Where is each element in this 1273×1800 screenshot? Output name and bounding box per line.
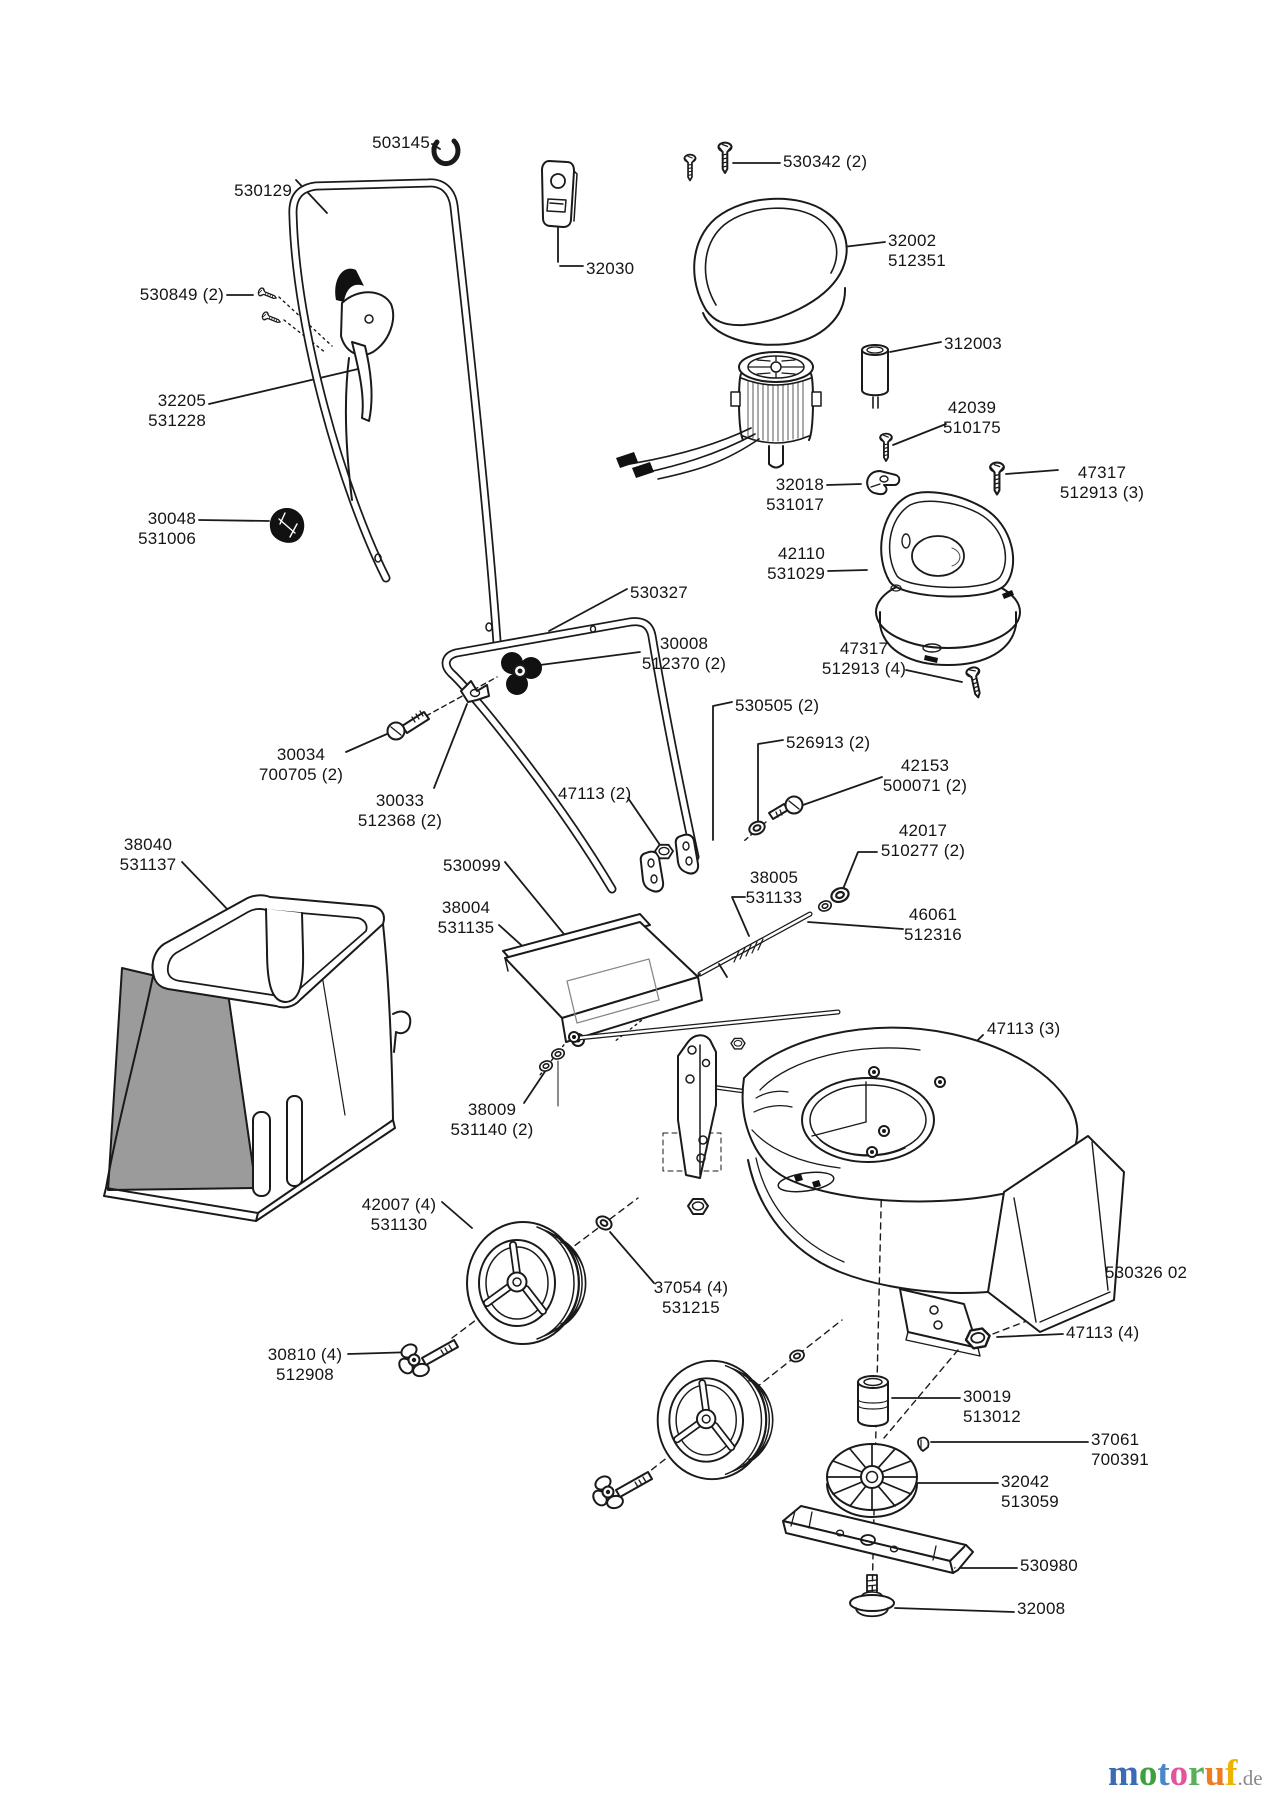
height-rod-38005 [688, 914, 810, 984]
part-label: 32008 [1017, 1599, 1066, 1618]
part-label: 47317 512913 (4) [821, 639, 907, 679]
part-label: 530342 (2) [783, 152, 868, 171]
part-label: 30008 512370 (2) [641, 634, 727, 674]
part-label: 32042 513059 [1001, 1472, 1059, 1512]
part-label: 503145 [372, 133, 430, 152]
capacitor-312003 [862, 345, 888, 408]
part-label: 530505 (2) [735, 696, 820, 715]
part-label: 42110 531029 [767, 544, 825, 584]
axle-bolt-30810-rear [590, 1472, 652, 1510]
axle-bolt-30810-front [396, 1340, 458, 1378]
part-label: 530849 (2) [139, 285, 224, 304]
part-label: 47113 (4) [1066, 1323, 1140, 1342]
part-label: 530326 02 [1105, 1263, 1188, 1282]
part-label: 530980 [1020, 1556, 1078, 1575]
logo-letter: r [1188, 1753, 1205, 1794]
part-label: 47113 (3) [987, 1019, 1061, 1038]
motor-32003F [616, 352, 821, 479]
part-label: 37054 (4) 531215 [653, 1278, 729, 1318]
cable-clamp-30048 [270, 508, 304, 543]
part-label: 530129 [234, 181, 292, 200]
wheel-rear-42007 [658, 1361, 773, 1479]
motoruf-logo[interactable] [1108, 1752, 1263, 1795]
mower-deck-530326 [678, 1028, 1124, 1356]
fan-32042 [827, 1444, 917, 1517]
grass-bag-38040 [104, 895, 410, 1221]
part-label: 312003 [944, 334, 1002, 353]
screws-530849 [257, 287, 281, 326]
logo-letter: o [1169, 1753, 1189, 1794]
washer-526913 [747, 819, 767, 837]
key-37061 [918, 1438, 928, 1451]
nut-47113-2 [655, 845, 673, 859]
part-label: 30019 513012 [963, 1387, 1021, 1427]
handle-mount-brackets [641, 835, 698, 892]
part-label: 526913 (2) [786, 733, 871, 752]
part-label: 32018 531017 [766, 475, 824, 515]
part-label: 38040 531137 [119, 835, 177, 875]
handle-tab-32030 [542, 161, 577, 227]
part-label: 30810 (4) 512908 [267, 1345, 343, 1385]
logo-letter: u [1204, 1753, 1226, 1794]
washer-42017 [829, 886, 850, 904]
part-label: 530327 [630, 583, 688, 602]
logo-letter: t [1157, 1753, 1170, 1794]
washer-46061 [817, 899, 832, 912]
logo-letter: m [1108, 1753, 1139, 1794]
bolt-42153 [769, 797, 803, 820]
part-label: 32030 [586, 259, 635, 278]
logo-letter: f [1225, 1753, 1238, 1794]
part-label: 32205 531228 [148, 391, 206, 431]
upper-handlebar [293, 183, 497, 642]
part-label: 30034 700705 (2) [258, 745, 344, 785]
knob-30008 [501, 652, 542, 695]
part-label: 37061 700391 [1091, 1430, 1149, 1470]
screws-530342 [684, 143, 731, 181]
part-label: 42007 (4) 531130 [361, 1195, 437, 1235]
screw-47317-4 [966, 666, 985, 698]
part-label: 42153 500071 (2) [882, 756, 968, 796]
part-label: 38005 531133 [745, 868, 803, 908]
logo-suffix: .de [1237, 1766, 1263, 1790]
bolt-30034 [388, 711, 430, 740]
part-label: 46061 512316 [904, 905, 962, 945]
part-label: 42039 510175 [943, 398, 1001, 438]
part-label: 32002 512351 [888, 231, 946, 271]
screw-47317-3 [990, 463, 1004, 495]
clip-32018 [867, 471, 899, 494]
part-label: 530099 [443, 856, 501, 875]
spacer-30019 [858, 1376, 888, 1426]
part-label: 42017 510277 (2) [880, 821, 966, 861]
screw-42039 [880, 434, 892, 461]
part-label: 47113 (2) [558, 784, 632, 803]
part-label: 38009 531140 (2) [450, 1100, 534, 1140]
wheel-front-42007 [467, 1222, 586, 1344]
part-label: 30033 512368 (2) [357, 791, 443, 831]
logo-letter: o [1138, 1753, 1158, 1794]
part-label: 30048 531006 [138, 509, 196, 549]
nut-under-deck [688, 1199, 708, 1214]
part-label: 38004 531135 [437, 898, 495, 938]
cable-clip-503145 [433, 141, 458, 164]
part-label: 47317 512913 (3) [1059, 463, 1145, 503]
motor-hood-32002 [694, 199, 846, 345]
